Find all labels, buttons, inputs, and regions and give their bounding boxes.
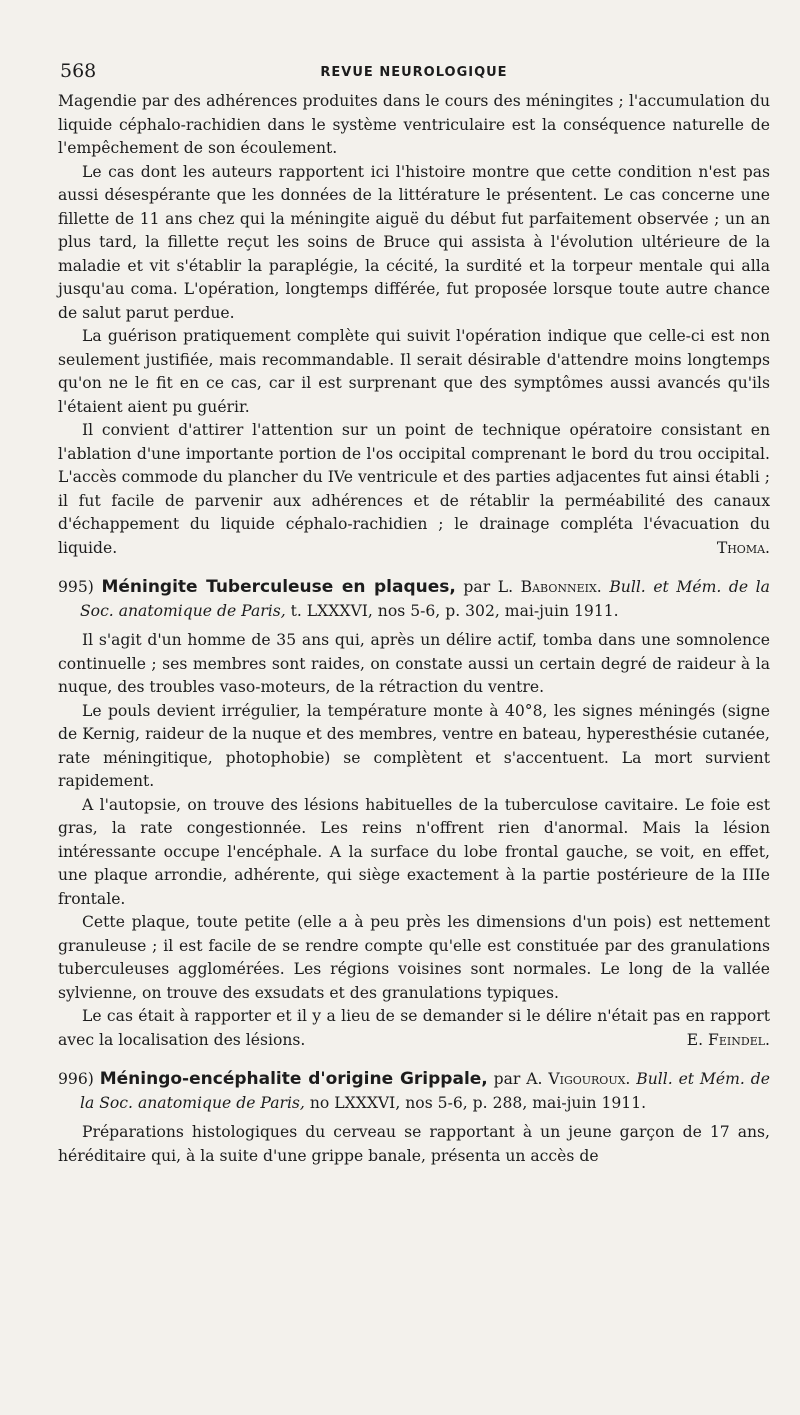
entry-996-heading bbox=[58, 1068, 770, 1115]
entry-number: 996) bbox=[58, 1070, 94, 1088]
entry-996-body bbox=[58, 1121, 770, 1168]
author-signature: E. Feindel. bbox=[686, 1030, 770, 1049]
entry-author: Vigouroux. bbox=[548, 1070, 631, 1088]
entry-title: Méningo-encéphalite d'origine Grippale, bbox=[99, 1069, 488, 1089]
paragraph: Le pouls devient irrégulier, la température monte à 40°8, les signes méningés (signe de Kernig, raideur de la nuque et des membres, ventre en bateau, hyperesthésie cutanée, rate méningitique, photophobie) se complètent et s'accentuent. La mort survient rapidement. bbox=[58, 701, 770, 790]
paragraph: Cette plaque, toute petite (elle a à peu près les dimensions d'un pois) est nettement granuleuse ; il est facile de se rendre compte qu'elle est constituée par des granulations tuberculeuses agglomérées. Les régions voisines sont normales. Le long de la vallée sylvienne, on trouve des exsudats et des granulations typiques. bbox=[58, 913, 770, 1002]
paragraph: Magendie par des adhérences produites dans le cours des méningites ; l'accumulation du liquide céphalo-rachidien dans le système ventriculaire est la conséquence naturelle de l'empêchement de son écoulement. bbox=[58, 92, 770, 157]
entry-by: par A. bbox=[493, 1070, 543, 1088]
author-signature: Thoma. bbox=[716, 538, 770, 557]
paragraph-text: Le cas était à rapporter et il y a lieu de se demander si le délire n'était pas en rapport avec la localisation des lésions. bbox=[58, 1007, 770, 1049]
page bbox=[58, 60, 770, 1168]
paragraph: Préparations histologiques du cerveau se rapportant à un jeune garçon de 17 ans, héréditaire qui, à la suite d'une grippe banale, présenta un accès de bbox=[58, 1123, 770, 1165]
entry-number: 995) bbox=[58, 578, 94, 596]
paragraph: A l'autopsie, on trouve des lésions habituelles de la tuberculose cavitaire. Le foie est gras, la rate congestionnée. Les reins n'offrent rien d'anormal. Mais la lésion intéressante occupe l'encéphale. A la surface du lobe frontal gauche, se voit, en effet, une plaque arrondie, adhérente, qui siège exactement à la partie postérieure de la IIIe frontale. bbox=[58, 795, 770, 908]
entry-heading bbox=[58, 576, 770, 623]
entry-author: Babonneix. bbox=[520, 578, 602, 596]
entry-title: Méningite Tuberculeuse en plaques, bbox=[101, 577, 456, 597]
previous-review bbox=[58, 90, 770, 560]
entry-995-heading bbox=[58, 576, 770, 623]
paragraph-with-signature bbox=[58, 419, 770, 560]
entry-source: Bull. et Mém. de la Soc. anatomique de Paris, bbox=[80, 1070, 770, 1112]
paragraph-text: Il convient d'attirer l'attention sur un point de technique opératoire consistant en l'ablation d'une importante portion de l'os occipital comprenant le bord du trou occipital. L'accès commode du plancher du IVe ventricule et des parties adjacentes fut ainsi établi ; il fut facile de parvenir aux adhérences et de rétablir la perméabilité des canaux d'échappement du liquide céphalo-rachidien ; le drainage compléta l'évacuation du liquide. bbox=[58, 421, 770, 557]
entry-heading bbox=[58, 1068, 770, 1115]
entry-reference: no LXXXVI, nos 5-6, p. 288, mai-juin 1911. bbox=[309, 1093, 647, 1112]
page-number: 568 bbox=[60, 60, 97, 82]
paragraph-with-signature bbox=[58, 1005, 770, 1052]
entry-995-body bbox=[58, 629, 770, 1052]
page-header bbox=[58, 60, 770, 90]
running-title: REVUE NEUROLOGIQUE bbox=[320, 65, 508, 80]
entry-source: Bull. et Mém. de la Soc. anatomique de Paris, bbox=[80, 578, 770, 620]
paragraph: Il s'agit d'un homme de 35 ans qui, après un délire actif, tomba dans une somnolence continuelle ; ses membres sont raides, on constate aussi un certain degré de raideur à la nuque, des troubles vaso-moteurs, de la rétraction du ventre. bbox=[58, 631, 770, 696]
entry-by: par L. bbox=[463, 578, 514, 596]
paragraph: La guérison pratiquement complète qui suivit l'opération indique que celle-ci est non seulement justifiée, mais recommandable. Il serait désirable d'attendre moins longtemps qu'on ne le fit en ce cas, car il est surprenant que des symptômes aussi avancés qu'ils l'étaient aient pu guérir. bbox=[58, 327, 770, 416]
paragraph: Le cas dont les auteurs rapportent ici l'histoire montre que cette condition n'est pas aussi désespérante que les données de la littérature le présentent. Le cas concerne une fillette de 11 ans chez qui la méningite aiguë du début fut parfaitement observée ; un an plus tard, la fillette reçut les soins de Bruce qui assista à l'évolution ultérieure de la maladie et vit s'établir la paraplégie, la cécité, la surdité et la torpeur mentale qui alla jusqu'au coma. L'opération, longtemps différée, fut proposée lorsque toute autre chance de salut parut perdue. bbox=[58, 162, 770, 322]
entry-reference: t. LXXXVI, nos 5-6, p. 302, mai-juin 1911. bbox=[290, 601, 619, 620]
